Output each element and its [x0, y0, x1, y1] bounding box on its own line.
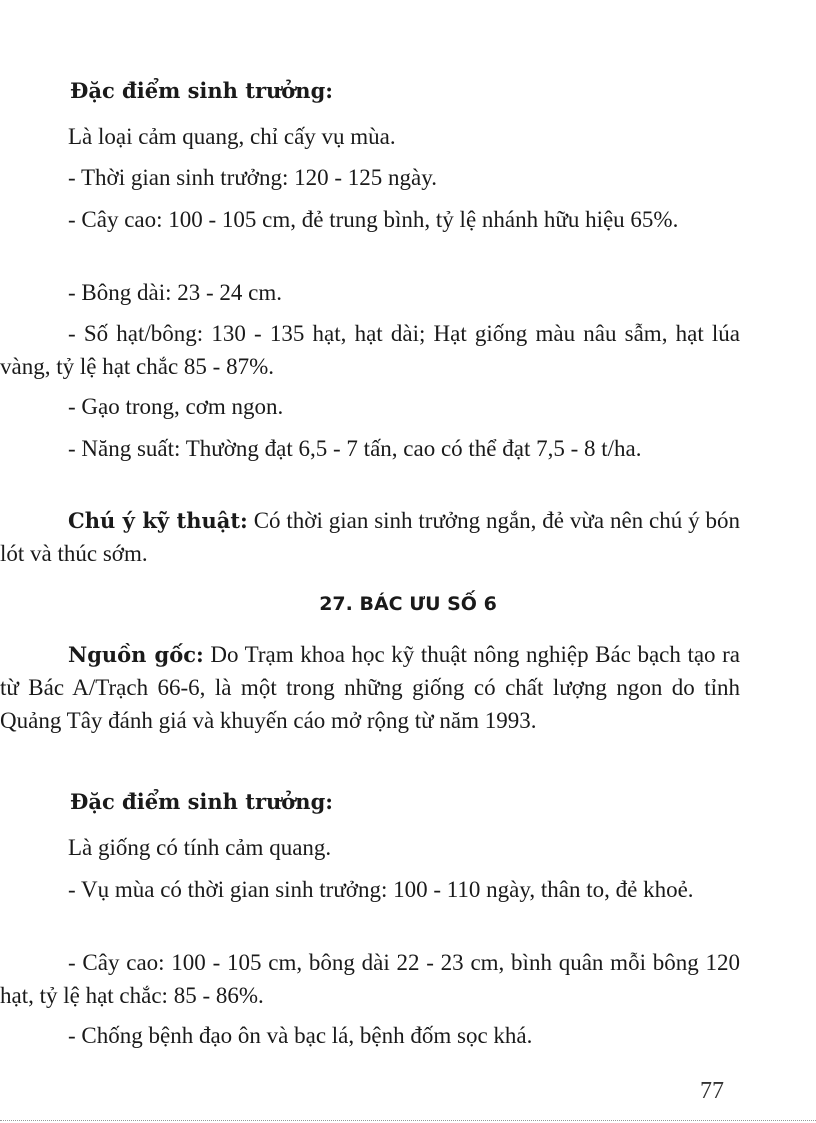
paragraph: Là loại cảm quang, chỉ cấy vụ mùa. [68, 124, 396, 149]
paragraph: - Gạo trong, cơm ngon. [68, 394, 284, 419]
paragraph: - Cây cao: 100 - 105 cm, đẻ trung bình, tỷ lệ nhánh hữu hiệu 65%. [68, 207, 679, 232]
section2-title: 27. BÁC ƯU SỐ 6 [319, 593, 497, 615]
origin-paragraph [0, 638, 740, 737]
section1-heading: Đặc điểm sinh trưởng: [70, 78, 334, 103]
paragraph: Là giống có tính cảm quang. [68, 835, 332, 860]
technical-note-label: Chú ý kỹ thuật: [68, 508, 248, 533]
paragraph: - Vụ mùa có thời gian sinh trưởng: 100 - 110 ngày, thân to, đẻ khoẻ. [68, 877, 694, 902]
paragraph: - Số hạt/bông: 130 - 135 hạt, hạt dài; Hạt giống màu nâu sẫm, hạt lúa vàng, tỷ lệ hạt chắc 85 - 87%. [0, 321, 740, 379]
bottom-dotted-rule [0, 1120, 816, 1121]
paragraph: - Thời gian sinh trưởng: 120 - 125 ngày. [68, 165, 437, 190]
paragraph: - Năng suất: Thường đạt 6,5 - 7 tấn, cao có thể đạt 7,5 - 8 t/ha. [68, 436, 642, 461]
page-number: 77 [700, 1078, 724, 1104]
paragraph: - Cây cao: 100 - 105 cm, bông dài 22 - 23 cm, bình quân mỗi bông 120 hạt, tỷ lệ hạt chắc: 85 - 86%. [0, 950, 740, 1008]
origin-text: Do Trạm khoa học kỹ thuật nông nghiệp Bác bạch tạo ra từ Bác A/Trạch 66-6, là một trong những giống có chất lượng ngon do tỉnh Quảng Tây đánh giá và khuyến cáo mở rộng từ năm 1993. [0, 642, 741, 733]
paragraph: - Bông dài: 23 - 24 cm. [68, 280, 282, 305]
section2-heading: Đặc điểm sinh trưởng: [70, 789, 334, 814]
paragraph: - Chống bệnh đạo ôn và bạc lá, bệnh đốm sọc khá. [68, 1023, 533, 1048]
origin-label: Nguồn gốc: [68, 642, 204, 667]
technical-note-text: Có thời gian sinh trưởng ngắn, đẻ vừa nên chú ý bón lót và thúc sớm. [0, 508, 740, 566]
technical-note [0, 504, 740, 570]
